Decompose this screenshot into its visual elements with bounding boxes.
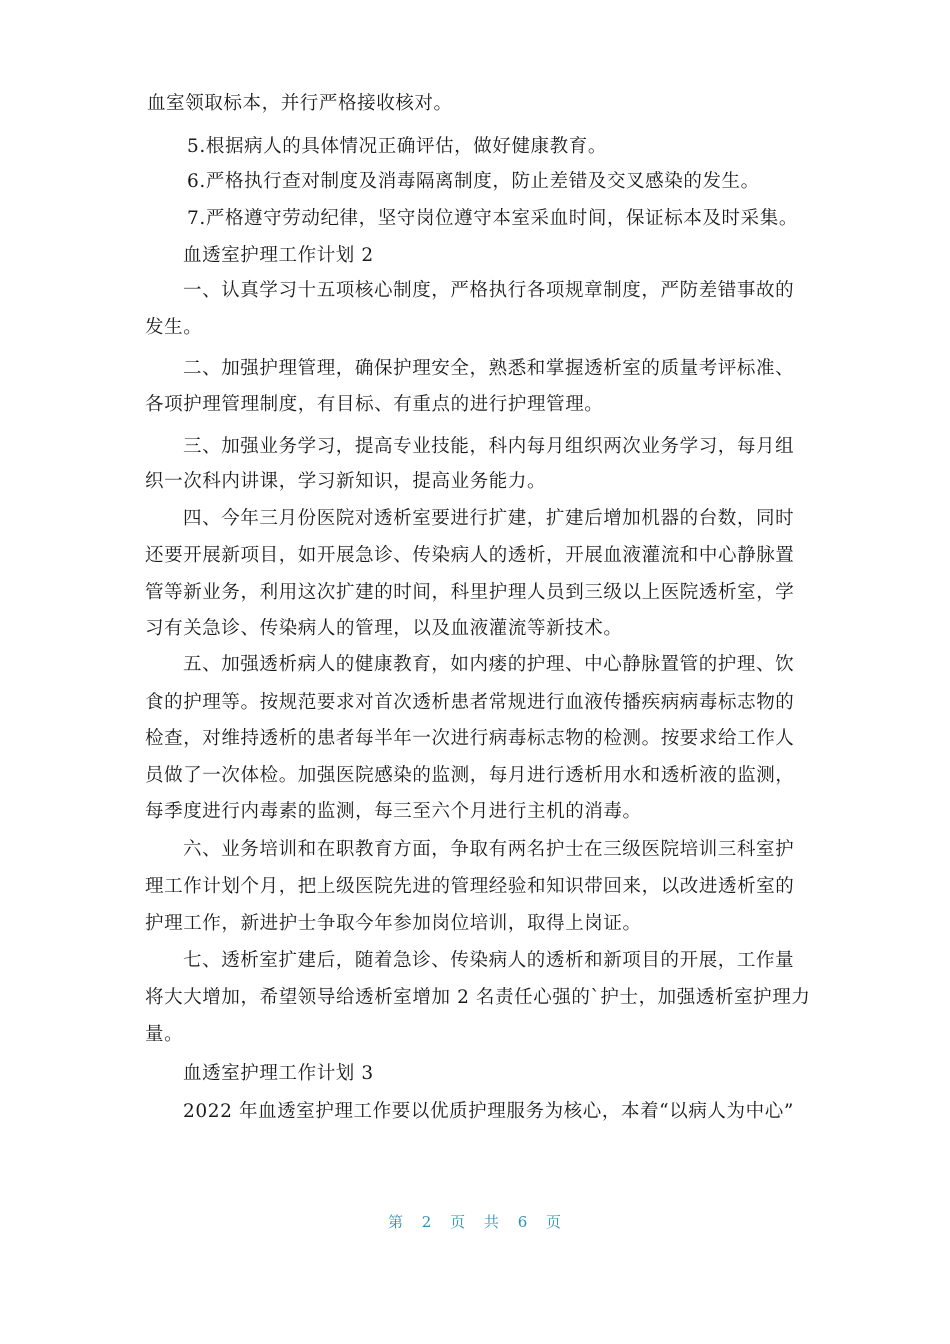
text-line: 血透室护理工作计划 3 [183,1063,374,1084]
text-line: 7.严格遵守劳动纪律，坚守岗位遵守本室采血时间，保证标本及时采集。 [187,208,798,229]
text-line: 食的护理等。按规范要求对首次透析患者常规进行血液传播疾病病毒标志物的 [145,692,795,713]
text-line: 6.严格执行查对制度及消毒隔离制度，防止差错及交叉感染的发生。 [187,171,760,192]
footer-current-page: 2 [421,1213,433,1231]
text-line: 习有关急诊、传染病人的管理，以及血液灌流等新技术。 [145,618,623,639]
text-line: 2022 年血透室护理工作要以优质护理服务为核心，本着“以病人为中心” [183,1101,794,1122]
text-line: 理工作计划个月，把上级医院先进的管理经验和知识带回来，以改进透析室的 [145,876,795,897]
footer-label-ye: 页 [450,1213,467,1231]
text-line: 每季度进行内毒素的监测，每三至六个月进行主机的消毒。 [145,801,642,822]
text-line: 一、认真学习十五项核心制度，严格执行各项规章制度，严防差错事故的 [183,280,795,301]
text-line: 管等新业务，利用这次扩建的时间，科里护理人员到三级以上医院透析室，学 [145,582,795,603]
text-line: 血透室护理工作计划 2 [183,245,374,266]
text-line: 检查，对维持透析的患者每半年一次进行病毒标志物的检测。按要求给工作人 [145,728,795,749]
footer-label-gong: 共 [483,1213,500,1231]
text-line: 各项护理管理制度，有目标、有重点的进行护理管理。 [145,394,604,415]
footer-total-pages: 6 [517,1213,529,1231]
text-line: 织一次科内讲课，学习新知识，提高业务能力。 [145,471,547,492]
text-line: 血室领取标本，并行严格接收核对。 [147,93,453,114]
text-line: 还要开展新项目，如开展急诊、传染病人的透析，开展血液灌流和中心静脉置 [145,545,795,566]
text-line: 六、业务培训和在职教育方面，争取有两名护士在三级医院培训三科室护 [183,839,795,860]
footer-label-ye-end: 页 [546,1213,563,1231]
text-line: 员做了一次体检。加强医院感染的监测，每月进行透析用水和透析液的监测， [145,765,795,786]
text-line: 七、透析室扩建后，随着急诊、传染病人的透析和新项目的开展，工作量 [183,950,795,971]
text-line: 护理工作，新进护士争取今年参加岗位培训，取得上岗证。 [145,913,642,934]
text-line: 量。 [145,1024,184,1045]
footer-label-di: 第 [387,1213,404,1231]
text-line: 三、加强业务学习，提高专业技能，科内每月组织两次业务学习，每月组 [183,436,795,457]
text-line: 将大大增加，希望领导给透析室增加 2 名责任心强的`护士，加强透析室护理力 [145,987,811,1008]
text-line: 发生。 [145,317,203,338]
page-footer [0,1211,950,1233]
text-line: 二、加强护理管理，确保护理安全，熟悉和掌握透析室的质量考评标准、 [183,358,795,379]
text-line: 四、今年三月份医院对透析室要进行扩建，扩建后增加机器的台数，同时 [183,508,795,529]
text-line: 5.根据病人的具体情况正确评估，做好健康教育。 [187,136,607,157]
text-line: 五、加强透析病人的健康教育，如内瘘的护理、中心静脉置管的护理、饮 [183,654,795,675]
